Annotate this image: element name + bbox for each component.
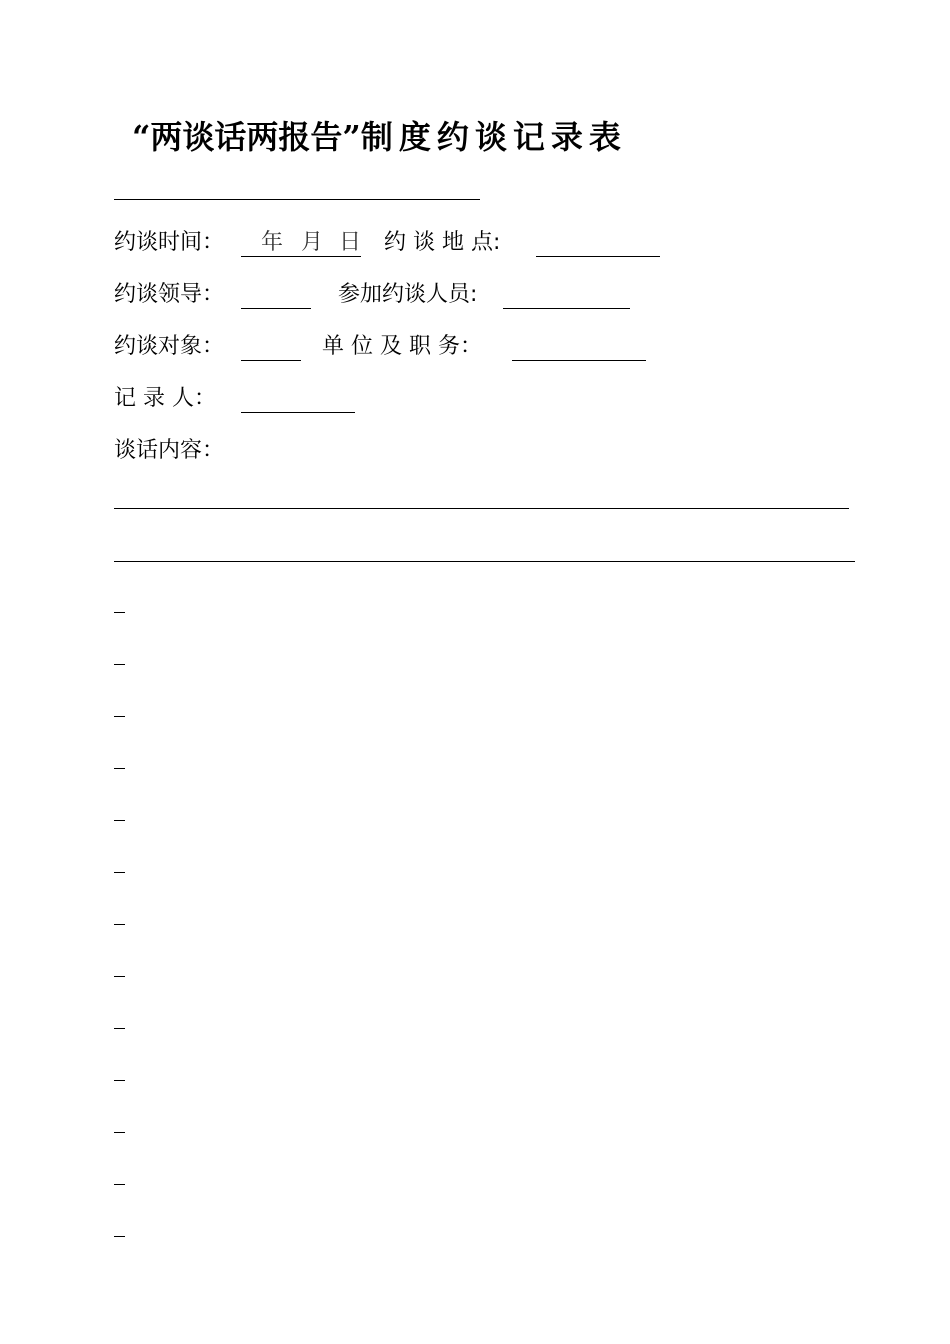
date-underline xyxy=(241,256,361,257)
content-dash xyxy=(114,1132,125,1133)
title-quoted-part: “两谈话两报告” xyxy=(132,118,361,156)
participants-label: 参加约谈人员: xyxy=(338,282,478,307)
leader-field[interactable] xyxy=(241,308,311,309)
content-dash xyxy=(114,976,125,977)
unit-position-label: 单 位 及 职 务： xyxy=(322,334,482,359)
content-dash xyxy=(114,664,125,665)
date-year: 年 xyxy=(261,230,285,255)
row-content xyxy=(114,434,314,468)
row-time-place xyxy=(114,226,674,260)
row-recorder xyxy=(114,382,364,416)
subject-field[interactable] xyxy=(241,360,301,361)
content-dash xyxy=(114,1236,125,1237)
date-day: 日 xyxy=(339,230,363,255)
content-dash xyxy=(114,820,125,821)
content-dash xyxy=(114,1184,125,1185)
recorder-field[interactable] xyxy=(241,412,355,413)
document-title xyxy=(132,112,627,162)
place-field[interactable] xyxy=(536,256,660,257)
content-dash xyxy=(114,924,125,925)
content-label: 谈话内容： xyxy=(114,438,225,463)
leader-label: 约谈领导： xyxy=(114,282,225,307)
content-dash xyxy=(114,1080,125,1081)
title-underline xyxy=(114,199,480,200)
content-dash xyxy=(114,716,125,717)
place-label: 约 谈 地 点: xyxy=(384,230,501,255)
date-month: 月 xyxy=(301,230,325,255)
content-dash xyxy=(114,768,125,769)
title-rest-part: 制度约谈记录表 xyxy=(360,118,627,156)
content-dash xyxy=(114,612,125,613)
subject-label: 约谈对象： xyxy=(114,334,225,359)
content-line[interactable] xyxy=(114,508,849,509)
recorder-label: 记 录 人： xyxy=(114,386,216,411)
content-dash xyxy=(114,1028,125,1029)
row-leader-participants xyxy=(114,278,644,312)
time-label: 约谈时间： xyxy=(114,230,225,255)
unit-position-field[interactable] xyxy=(512,360,646,361)
row-subject-unit xyxy=(114,330,654,364)
content-dash xyxy=(114,872,125,873)
participants-field[interactable] xyxy=(503,308,630,309)
content-line[interactable] xyxy=(114,561,855,562)
